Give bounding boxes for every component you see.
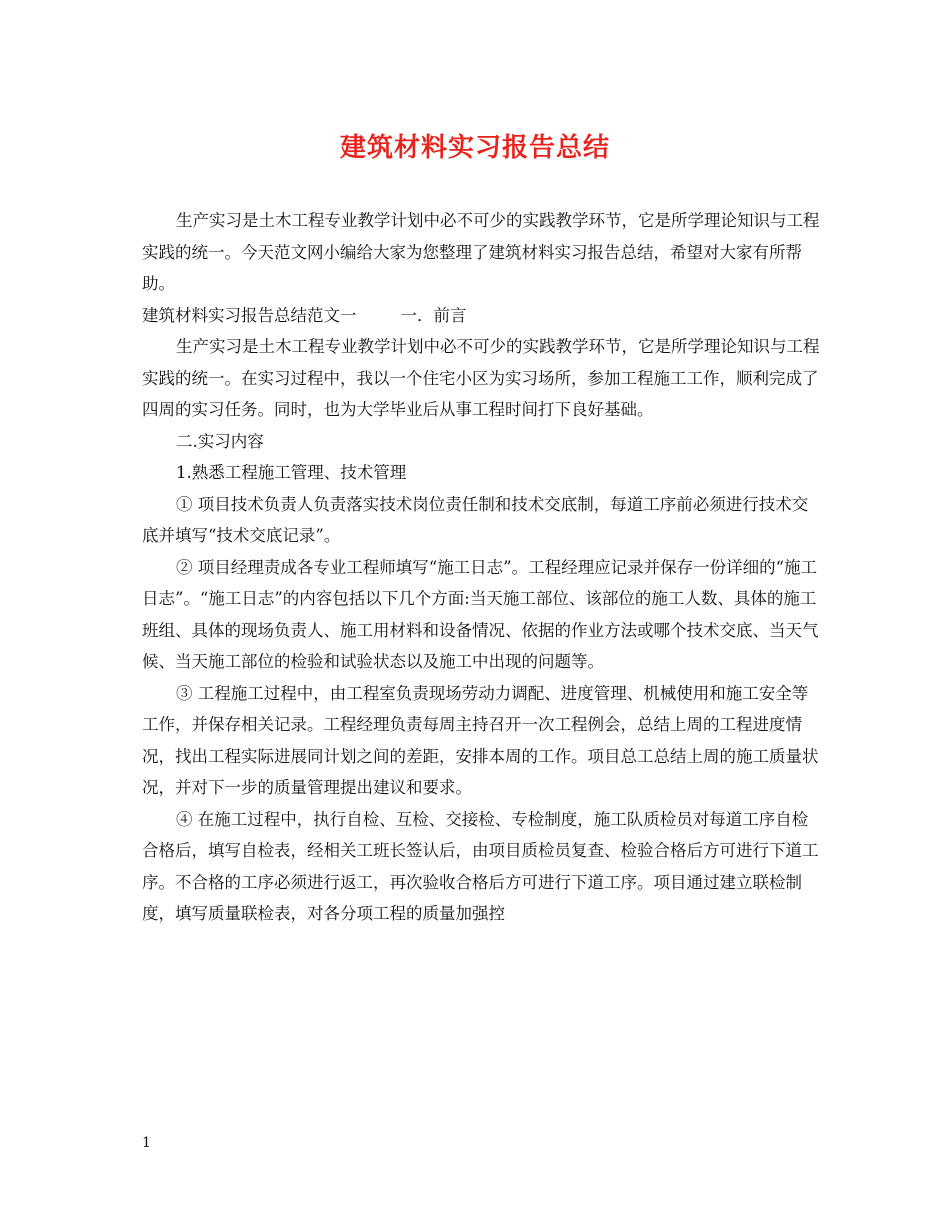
list-item-4: ④ 在施工过程中，执行自检、互检、交接检、专检制度，施工队质检员对每道工序自检合格后，填写自检表，经相关工班长签认后，由项目质检员复查、检验合格后方可进行下道工序。不合格的工序必须进行返工，再次验收合格后方可进行下道工序。项目通过建立联检制度，填写质量联检表，对各分项工程的质量加强控 <box>142 809 819 923</box>
preface-paragraph: 生产实习是土木工程专业教学计划中必不可少的实践教学环节，它是所学理论知识与工程实践的统一。在实习过程中，我以一个住宅小区为实习场所，参加工程施工工作，顺利完成了四周的实习任务。同时，也为大学毕业后从事工程时间打下良好基础。 <box>142 337 820 419</box>
document-title: 建筑材料实习报告总结 <box>339 133 610 163</box>
section-heading-content: 二.实习内容 <box>176 431 264 451</box>
sample-heading-line <box>142 300 822 332</box>
list-item-1: ① 项目技术负责人负责落实技术岗位责任制和技术交底制，每道工序前必须进行技术交底并填写“技术交底记录”。 <box>142 494 809 545</box>
document-body <box>142 205 822 930</box>
intro-paragraph: 生产实习是土木工程专业教学计划中必不可少的实践教学环节，它是所学理论知识与工程实践的统一。今天范文网小编给大家为您整理了建筑材料实习报告总结，希望对大家有所帮助。 <box>142 211 820 293</box>
list-item-3: ③ 工程施工过程中，由工程室负责现场劳动力调配、进度管理、机械使用和施工安全等工作，并保存相关记录。工程经理负责每周主持召开一次工程例会，总结上周的工程进度情况，找出工程实际进展同计划之间的差距，安排本周的工作。项目总工总结上周的施工质量状况，并对下一步的质量管理提出建议和要求。 <box>142 683 819 797</box>
page-number: 1 <box>142 1135 151 1151</box>
sample-heading: 建筑材料实习报告总结范文一 <box>142 305 357 325</box>
section-heading-preface: 一．前言 <box>400 305 467 325</box>
list-item-2: ② 项目经理责成各专业工程师填写“施工日志”。工程经理应记录并保存一份详细的“施工日志”。“施工日志”的内容包括以下几个方面:当天施工部位、该部位的施工人数、具体的施工班组、具体的现场负责人、施工用材料和设备情况、依据的作业方法或哪个技术交底、当天气候、当天施工部位的检验和试验状态以及施工中出现的问题等。 <box>142 557 819 671</box>
subsection-heading-management: 1.熟悉工程施工管理、技术管理 <box>176 463 407 482</box>
